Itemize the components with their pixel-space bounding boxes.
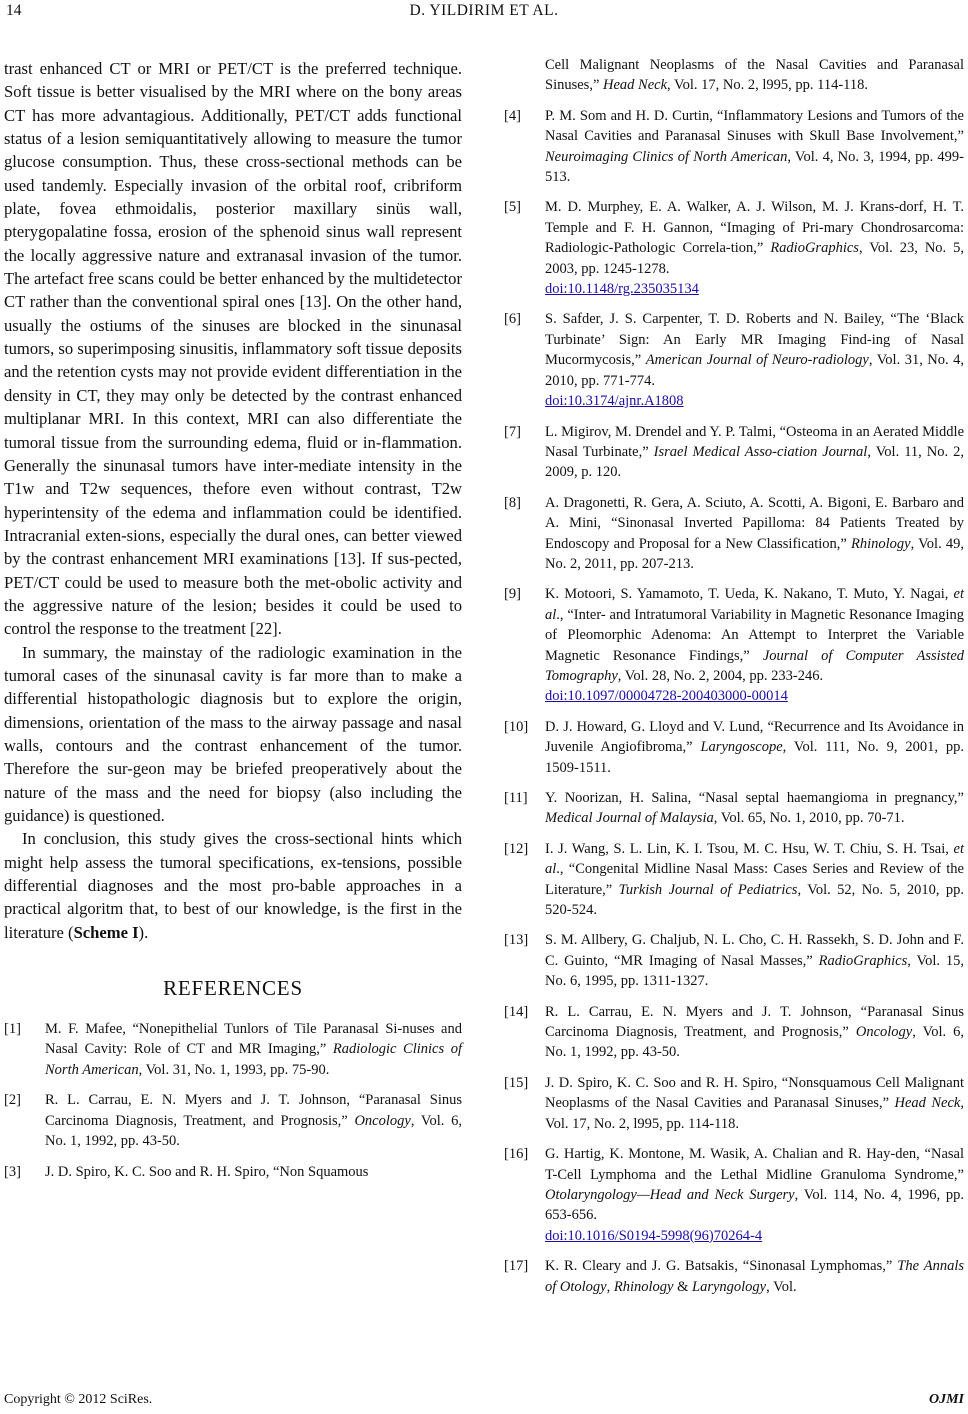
reference-title: ., “Congenital Midline Nasal Mass: Cases Series and Review of the Literature,” (545, 861, 964, 898)
reference-text: J. D. Spiro, K. C. Soo and R. H. Spiro, “Nonsquamous Cell Malignant Neoplasms of the Nasal Cavities and Paranasal Sinuses,” (545, 1074, 964, 1112)
reference-text: S. Safder, J. S. Carpenter, T. D. Roberts and N. Bailey, “The ‘Black Turbinate’ Sign: An Early MR Imaging Find-ing of Nasal Mucormycosis,” (545, 311, 964, 369)
reference-text: K. R. Cleary and J. G. Batsakis, “Sinonasal Lymphomas,” (545, 1258, 898, 1275)
reference-text: R. L. Carrau, E. N. Myers and J. T. Johnson, “Paranasal Sinus Carcinoma Diagnosis, Treatment, and Prognosis,” (545, 1003, 964, 1041)
reference-text: M. F. Mafee, “Nonepithelial Tunlors of Tile Paranasal Si-nuses and Nasal Cavity: Role of CT and MR Imaging,” (45, 1021, 462, 1058)
reference-number: [4] (504, 107, 521, 124)
reference-item (504, 717, 964, 778)
reference-text: Cell Malignant Neoplasms of the Nasal Cavities and Paranasal Sinuses,” (545, 57, 964, 94)
body-paragraph-conclusion (4, 827, 462, 944)
doi-link[interactable]: doi:10.3174/ajnr.A1808 (545, 393, 684, 410)
reference-journal: The Annals of Otology (545, 1258, 964, 1295)
reference-details: , Vol. (766, 1278, 797, 1295)
reference-number: [13] (504, 932, 529, 949)
reference-number: [10] (504, 718, 529, 735)
conclusion-text-end: ). (138, 922, 149, 942)
reference-details: , Vol. 114, No. 4, 1996, pp. 653-656. (545, 1186, 964, 1224)
reference-item (504, 1073, 964, 1134)
reference-details: , Vol. 31, No. 1, 1993, pp. 75-90. (138, 1061, 330, 1078)
reference-item (504, 309, 964, 411)
reference-journal: Oncology (855, 1024, 913, 1041)
reference-item (504, 1144, 964, 1246)
doi-link[interactable]: doi:10.1016/S0194-5998(96)70264-4 (545, 1227, 763, 1244)
reference-item (504, 1256, 964, 1297)
reference-details: , Vol. 6, No. 1, 1992, pp. 43-50. (45, 1112, 462, 1150)
copyright-notice: Copyright © 2012 SciRes. (4, 1392, 153, 1407)
body-paragraph-summary: In summary, the mainstay of the radiologic examination in the tumoral cases of the sinunasal cavity is far more than to make a differential histopathologic diagnosis but to explore the origin, dimensions, orientation of the mass to the airway passage and nasal walls, contours and the contrast enhancement of the tumor. Therefore the sur-geon may be briefed preoperatively about the nature of the mass and the need for biopsy (also including the guidance) is questioned. (4, 642, 462, 825)
reference-item (4, 1019, 462, 1080)
reference-item (504, 422, 964, 483)
reference-details: , Vol. 23, No. 5, 2003, pp. 1245-1278. (545, 240, 964, 277)
reference-journal: Journal of Computer Assisted Tomography (545, 647, 965, 684)
reference-text: A. Dragonetti, R. Gera, A. Sciuto, A. Scotti, A. Bigoni, E. Barbaro and A. Mini, “Sinonasal Inverted Papilloma: 84 Patients Treated by Endoscopy and Proposal for a New Classification,” (545, 494, 964, 552)
reference-text: K. Motoori, S. Yamamoto, T. Ueda, K. Nakano, T. Muto, Y. Nagai, (545, 586, 954, 603)
reference-details: , Vol. 65, No. 1, 2010, pp. 70-71. (713, 810, 905, 827)
reference-title: ., “Inter- and Intratumoral Variability in Magnetic Resonance Imaging of Pleomorphic Adenoma: An Attempt to Interpret the Variable Magnetic Resonance Findings,” (545, 606, 964, 664)
reference-details: , Vol. 28, No. 2, 2004, pp. 233-246. (617, 667, 824, 684)
running-head: D. YILDIRIM ET AL. (409, 2, 559, 19)
reference-item (504, 493, 964, 575)
reference-text: P. M. Som and H. D. Curtin, “Inflammatory Lesions and Tumors of the Nasal Cavities and Paranasal Sinuses with Skull Base Involvement,” (545, 107, 964, 145)
reference-item (504, 106, 964, 188)
reference-item (504, 839, 964, 921)
reference-journal: Oncology (354, 1112, 411, 1129)
reference-details: , Vol. 4, No. 3, 1994, pp. 499-513. (545, 148, 964, 186)
reference-journal: Turkish Journal of Pediatrics (618, 881, 798, 898)
reference-number: [17] (504, 1258, 529, 1275)
reference-text: R. L. Carrau, E. N. Myers and J. T. Johnson, “Paranasal Sinus Carcinoma Diagnosis, Treatment, and Prognosis,” (45, 1092, 462, 1129)
reference-text: I. J. Wang, S. L. Lin, K. I. Tsou, M. C. Hsu, W. T. Chiu, S. H. Tsai, (545, 840, 954, 857)
reference-item (4, 1090, 462, 1151)
reference-text: D. J. Howard, G. Lloyd and V. Lund, “Recurrence and Its Avoidance in Juvenile Angiofibroma,” (545, 718, 964, 756)
reference-journal: RadioGraphics (770, 240, 859, 257)
reference-number: [7] (504, 423, 521, 440)
scheme-reference: Scheme I (73, 922, 139, 942)
doi-link[interactable]: doi:10.1097/00004728-200403000-00014 (545, 688, 788, 705)
reference-number: [11] (504, 790, 528, 806)
reference-details: , Vol. 15, No. 6, 1995, pp. 1311-1327. (545, 952, 964, 990)
reference-journal: Radiologic Clinics of North American (45, 1041, 462, 1078)
reference-details: , Vol. 11, No. 2, 2009, p. 120. (545, 443, 965, 481)
reference-item (504, 930, 964, 991)
reference-journal: Rhinology (851, 535, 911, 552)
reference-details: , Vol. 17, No. 2, l995, pp. 114-118. (667, 77, 869, 94)
reference-item (504, 788, 964, 829)
reference-journal: Israel Medical Asso-ciation Journal (653, 443, 868, 460)
doi-link[interactable]: doi:10.1148/rg.235035134 (545, 281, 699, 298)
reference-number: [3] (4, 1163, 21, 1180)
page-header (0, 0, 968, 24)
reference-number: [14] (504, 1003, 529, 1020)
reference-details: , Vol. 111, No. 9, 2001, pp. 1509-1511. (545, 739, 965, 776)
reference-number: [5] (504, 199, 521, 216)
reference-text: L. Migirov, M. Drendel and Y. P. Talmi, “Osteoma in an Aerated Middle Nasal Turbinate,” (545, 423, 965, 460)
reference-journal: Laryngoscope (700, 739, 783, 756)
body-paragraph-1: trast enhanced CT or MRI or PET/CT is the preferred technique. Soft tissue is better visualised by the MRI where on the bony areas CT has more advantagious. Additionally, PET/CT adds functional status of a lesion semiquantitatively allowing to measure the tumor glucose consumption. Thus, these cross-sectional methods can be used tandemly. Especially invasion of the orbital roof, cribriform plate, fovea ethmoidalis, posterior maxillary sinüs wall, pterygopalatine fossa, erosion of the sphenoid sinus wall represent the locally aggressive nature and extranasal invasion of the tumor. The artefact free scans could be better enhanced by the multidetector CT rather than the conventional spiral ones [13]. On the other hand, usually the ostiums of the sinuses are blocked in the sinunasal tumors, so superimposing sinusitis, inflammatory soft tissue deposits and the retention cysts may not provide evident differentiation in the density in CT, they may only be detected by the contrast enhanced multiplanar MRI. In this context, MRI can also differentiate the tumoral tissue from the surrounding edema, fluid or in-flammation. Generally the sinunasal tumors have inter-mediate intensity in the T1w and T2w sequences, thefore even without contrast, T2w hyperintensity of the edema and inflammation could be identified. Intracranial exten-sions, especially the dural ones, can better viewed by the contrast enhancement MRI examinations [13]. If sus-pected, PET/CT could be used to measure both the met-obolic activity and the aggressive nature of the lesion; besides it could be used to control the response to the treatment [22]. (4, 59, 462, 639)
conclusion-text: In conclusion, this study gives the cross-sectional hints which might help assess the tumoral specifications, ex-tensions, possible differential diagnoses and the most pro-bable approaches in a practical algoritm that, to best of our knowledge, is the first in the literature ( (4, 829, 462, 942)
left-column (4, 57, 462, 1192)
reference-journal: RadioGraphics (818, 952, 908, 969)
reference-number: [8] (504, 494, 521, 511)
reference-item (4, 1162, 462, 1182)
reference-text: S. M. Allbery, G. Chaljub, N. L. Cho, C. H. Rassekh, S. D. John and F. C. Guinto, “MR Imaging of Nasal Masses,” (545, 932, 964, 969)
reference-number: [12] (504, 840, 529, 857)
reference-number: [1] (4, 1021, 21, 1038)
reference-details: & (673, 1278, 693, 1295)
reference-journal: Otolaryngology—Head and Neck Surgery (545, 1186, 795, 1203)
right-column (504, 57, 964, 1307)
reference-item-continued (504, 55, 964, 96)
references-heading: REFERENCES (163, 976, 303, 1001)
reference-details: , Vol. 31, No. 4, 2010, pp. 771-774. (545, 352, 964, 389)
page-footer (0, 1392, 968, 1412)
reference-details: , (606, 1278, 614, 1295)
reference-journal: American Journal of Neuro-radiology (645, 352, 869, 369)
reference-journal: Medical Journal of Malaysia (545, 810, 714, 827)
reference-details: , Vol. 52, No. 5, 2010, pp. 520-524. (545, 881, 965, 919)
reference-journal: Head Neck (894, 1095, 961, 1112)
reference-item (504, 1002, 964, 1063)
reference-number: [15] (504, 1074, 529, 1091)
reference-text: G. Hartig, K. Montone, M. Wasik, A. Chalian and R. Hay-den, “Nasal T-Cell Lymphoma and the Lethal Midline Granuloma Syndrome,” (545, 1146, 964, 1183)
reference-text: M. D. Murphey, E. A. Walker, A. J. Wilson, M. J. Krans-dorf, H. T. Temple and F. H. Gannon, “Imaging of Pri-mary Chondrosarcoma: Radiologic-Pathologic Correla-tion,” (545, 199, 964, 257)
references-list-left (4, 1019, 462, 1182)
reference-journal: Laryngology (692, 1278, 767, 1295)
reference-journal: Neuroimaging Clinics of North American (545, 148, 788, 165)
reference-journal: Rhinology (613, 1278, 674, 1295)
reference-item (504, 197, 964, 299)
reference-text: Y. Noorizan, H. Salina, “Nasal septal haemangioma in pregnancy,” (545, 790, 964, 806)
reference-number: [16] (504, 1146, 529, 1163)
reference-text: J. D. Spiro, K. C. Soo and R. H. Spiro, “Non Squamous (45, 1163, 369, 1180)
reference-etal: et al (545, 586, 964, 623)
reference-number: [6] (504, 311, 521, 328)
journal-abbreviation: OJMI (928, 1392, 964, 1407)
reference-details: , Vol. 6, No. 1, 1992, pp. 43-50. (545, 1024, 964, 1061)
reference-details: , Vol. 17, No. 2, l995, pp. 114-118. (545, 1095, 964, 1132)
reference-number: [2] (4, 1092, 21, 1109)
reference-journal: Head Neck (603, 77, 668, 94)
reference-details: , Vol. 49, No. 2, 2011, pp. 207-213. (545, 535, 965, 572)
reference-number: [9] (504, 586, 521, 603)
reference-item (504, 584, 964, 706)
page-number: 14 (6, 2, 22, 19)
reference-etal: et al (545, 840, 964, 878)
